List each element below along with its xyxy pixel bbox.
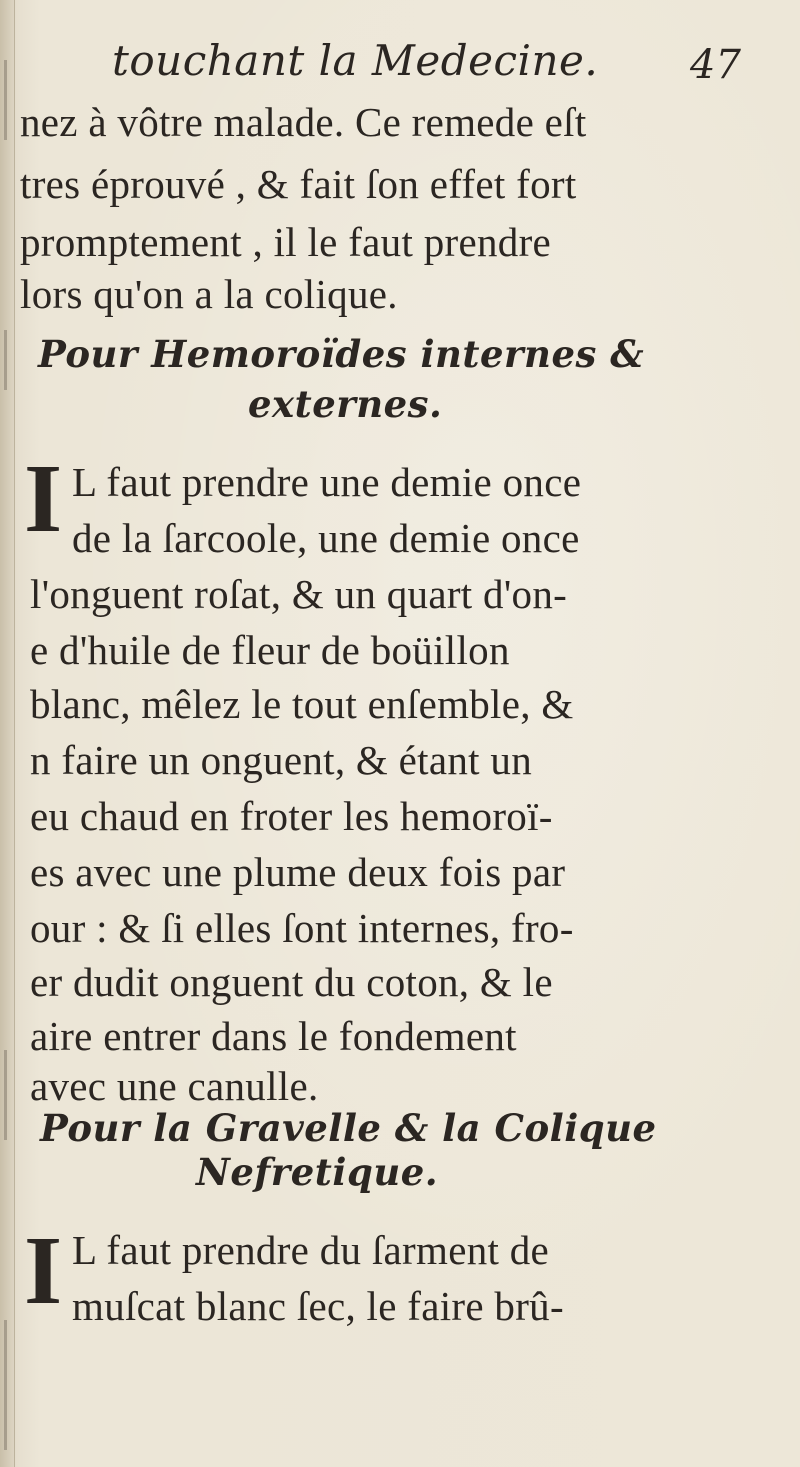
text-line: blanc, mêlez le tout enſemble, &: [30, 681, 574, 727]
text-line: n faire un onguent, & étant un: [30, 737, 533, 783]
drop-cap: I: [24, 1217, 63, 1325]
text-line: eu chaud en froter les hemoroï-: [30, 793, 553, 839]
text-line: L faut prendre du ſarment de: [72, 1227, 550, 1273]
section-heading-line: Nefretique.: [196, 1150, 439, 1194]
text-line: our : & ſi elles ſont internes, fro-: [30, 905, 574, 951]
page-gutter: [0, 0, 15, 1467]
text-line: es avec une plume deux fois par: [30, 849, 566, 895]
gutter-mark: [4, 60, 7, 140]
text-line: er dudit onguent du coton, & le: [30, 959, 553, 1005]
section-heading-line: Pour Hemoroïdes internes &: [38, 332, 645, 376]
drop-cap: I: [24, 445, 63, 553]
text-line: aire entrer dans le fondement: [30, 1013, 517, 1059]
text-line: e d'huile de fleur de boüillon: [30, 627, 510, 673]
text-line: lors qu'on a la colique.: [20, 271, 398, 317]
gutter-mark: [4, 1320, 7, 1450]
text-line: promptement , il le faut prendre: [20, 219, 552, 265]
text-line: tres éprouvé , & fait ſon effet fort: [20, 161, 577, 207]
text-line: muſcat blanc ſec, le faire brû-: [72, 1283, 564, 1329]
gutter-mark: [4, 330, 7, 390]
text-line: avec une canulle.: [30, 1063, 319, 1109]
section-heading-line: externes.: [248, 382, 443, 426]
page-number: 47: [690, 42, 741, 88]
section-heading-line: Pour la Gravelle & la Colique: [40, 1106, 657, 1150]
text-line: l'onguent roſat, & un quart d'on-: [30, 571, 568, 617]
running-head: touchant la Medecine.: [112, 36, 599, 85]
text-line: L faut prendre une demie once: [72, 459, 582, 505]
text-line: de la ſarcoole, une demie once: [72, 515, 580, 561]
text-line: nez à vôtre malade. Ce remede eſt: [20, 99, 587, 145]
gutter-mark: [4, 1050, 7, 1140]
